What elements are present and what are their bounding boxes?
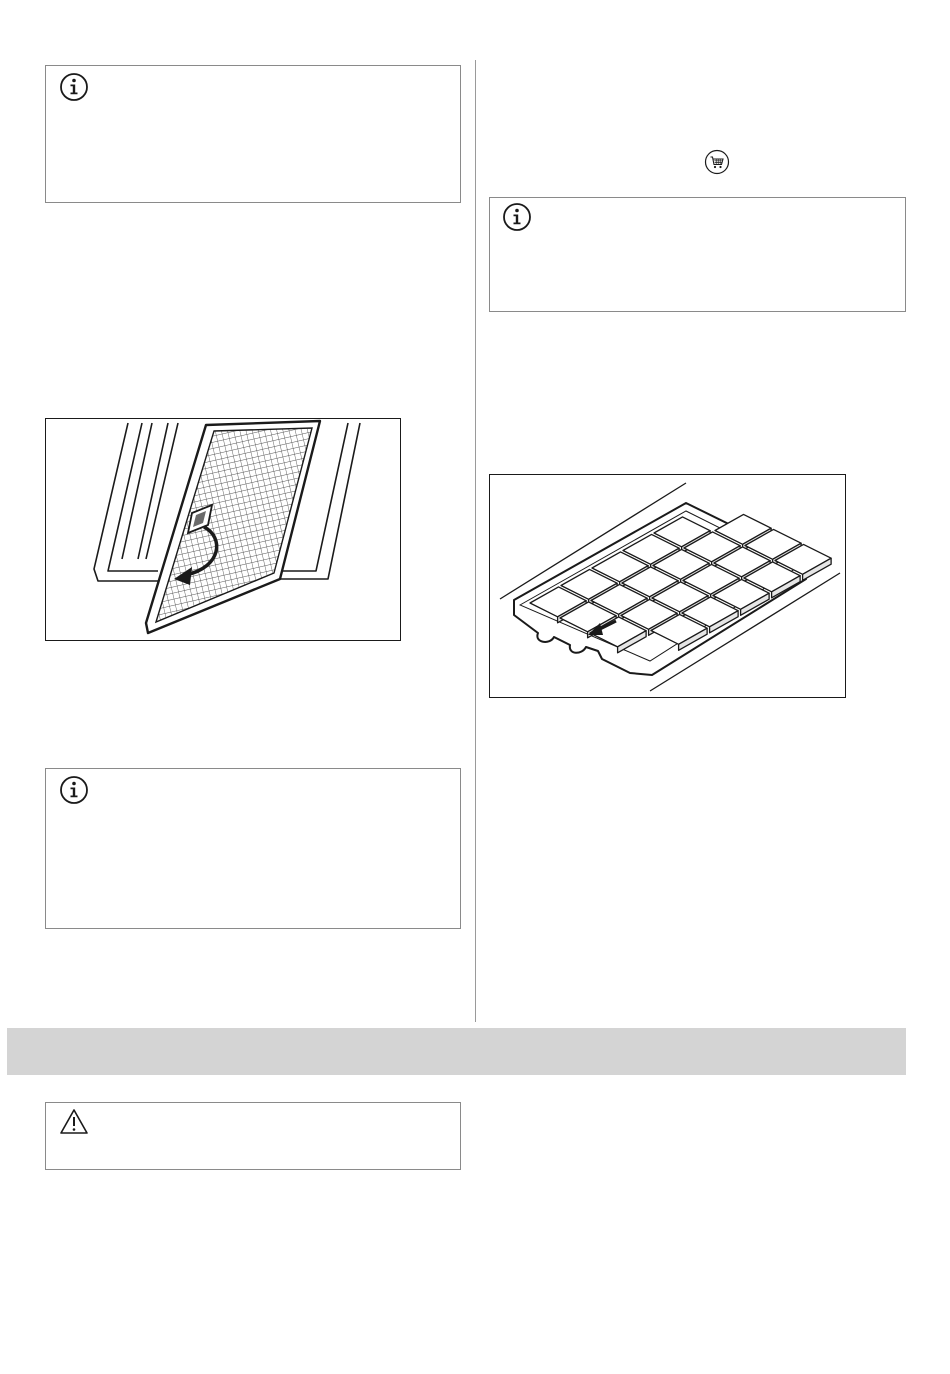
column-divider xyxy=(475,60,476,1022)
warning-note-box xyxy=(45,1102,461,1170)
warning-triangle-icon xyxy=(59,1108,89,1140)
info-icon xyxy=(59,72,89,107)
grease-filter-figure xyxy=(45,418,401,641)
info-note-box-1 xyxy=(45,65,461,203)
info-icon xyxy=(59,775,89,810)
shopping-cart-icon xyxy=(704,149,730,180)
section-heading-band xyxy=(7,1028,906,1075)
info-icon xyxy=(502,202,532,237)
charcoal-filter-figure xyxy=(489,474,846,698)
info-note-box-2 xyxy=(45,768,461,929)
info-note-box-3 xyxy=(489,197,906,312)
